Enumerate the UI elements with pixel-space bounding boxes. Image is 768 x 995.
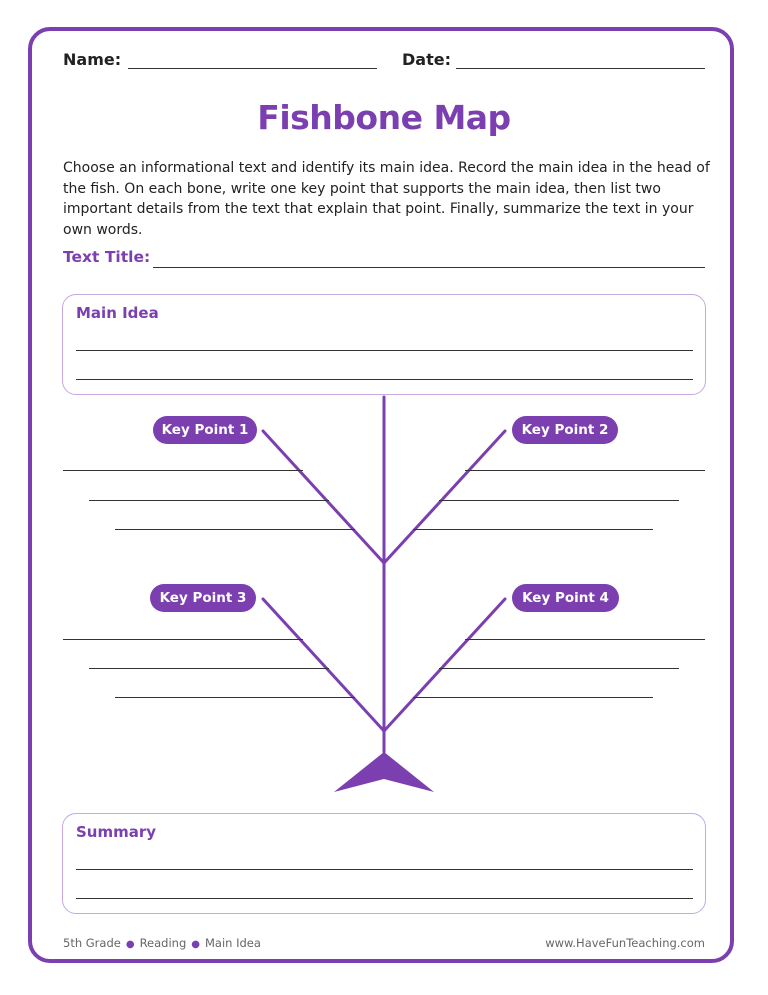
key-point-3-badge: Key Point 3 bbox=[150, 584, 256, 612]
key-point-2-line-3[interactable] bbox=[413, 529, 653, 530]
bullet-icon: ● bbox=[191, 939, 200, 950]
key-point-4-line-1[interactable] bbox=[465, 639, 705, 640]
footer-tag-grade: 5th Grade bbox=[63, 936, 121, 950]
instructions-text: Choose an informational text and identify its main idea. Record the main idea in the head of the fish. On each bone, write one key point that supports the main idea, then list two important details from the text that explain that point. Finally, summarize the text in your own words. bbox=[63, 160, 710, 238]
name-label: Name: bbox=[63, 50, 122, 69]
bone-2 bbox=[384, 431, 505, 563]
key-point-2-line-1[interactable] bbox=[465, 470, 705, 471]
key-point-4-line-3[interactable] bbox=[413, 697, 653, 698]
summary-line-2[interactable] bbox=[76, 898, 693, 899]
footer-website[interactable]: www.HaveFunTeaching.com bbox=[545, 936, 705, 950]
bone-3 bbox=[263, 599, 384, 731]
text-title-label: Text Title: bbox=[63, 248, 151, 266]
bullet-icon: ● bbox=[125, 939, 135, 950]
summary-line-1[interactable] bbox=[76, 869, 693, 870]
key-point-1-line-1[interactable] bbox=[63, 470, 303, 471]
summary-label: Summary bbox=[76, 823, 157, 841]
footer-tag-subject: Reading bbox=[139, 936, 187, 950]
fish-tail bbox=[334, 752, 434, 792]
key-point-1-line-3[interactable] bbox=[115, 529, 355, 530]
key-point-3-line-3[interactable] bbox=[115, 697, 355, 698]
bone-4 bbox=[384, 599, 505, 731]
key-point-4-line-2[interactable] bbox=[439, 668, 679, 669]
key-point-1-badge: Key Point 1 bbox=[153, 416, 257, 444]
key-point-4-badge: Key Point 4 bbox=[512, 584, 619, 612]
page-title: Fishbone Map bbox=[257, 98, 511, 137]
footer-tag-topic: Main Idea bbox=[205, 936, 261, 950]
key-point-3-line-1[interactable] bbox=[63, 639, 303, 640]
key-point-3-line-2[interactable] bbox=[89, 668, 329, 669]
footer-tags bbox=[63, 936, 261, 950]
date-label: Date: bbox=[402, 50, 451, 69]
key-point-2-line-2[interactable] bbox=[439, 500, 679, 501]
key-point-2-badge: Key Point 2 bbox=[512, 416, 618, 444]
key-point-1-line-2[interactable] bbox=[89, 500, 329, 501]
main-idea-label: Main Idea bbox=[76, 304, 159, 322]
bone-1 bbox=[263, 431, 384, 563]
